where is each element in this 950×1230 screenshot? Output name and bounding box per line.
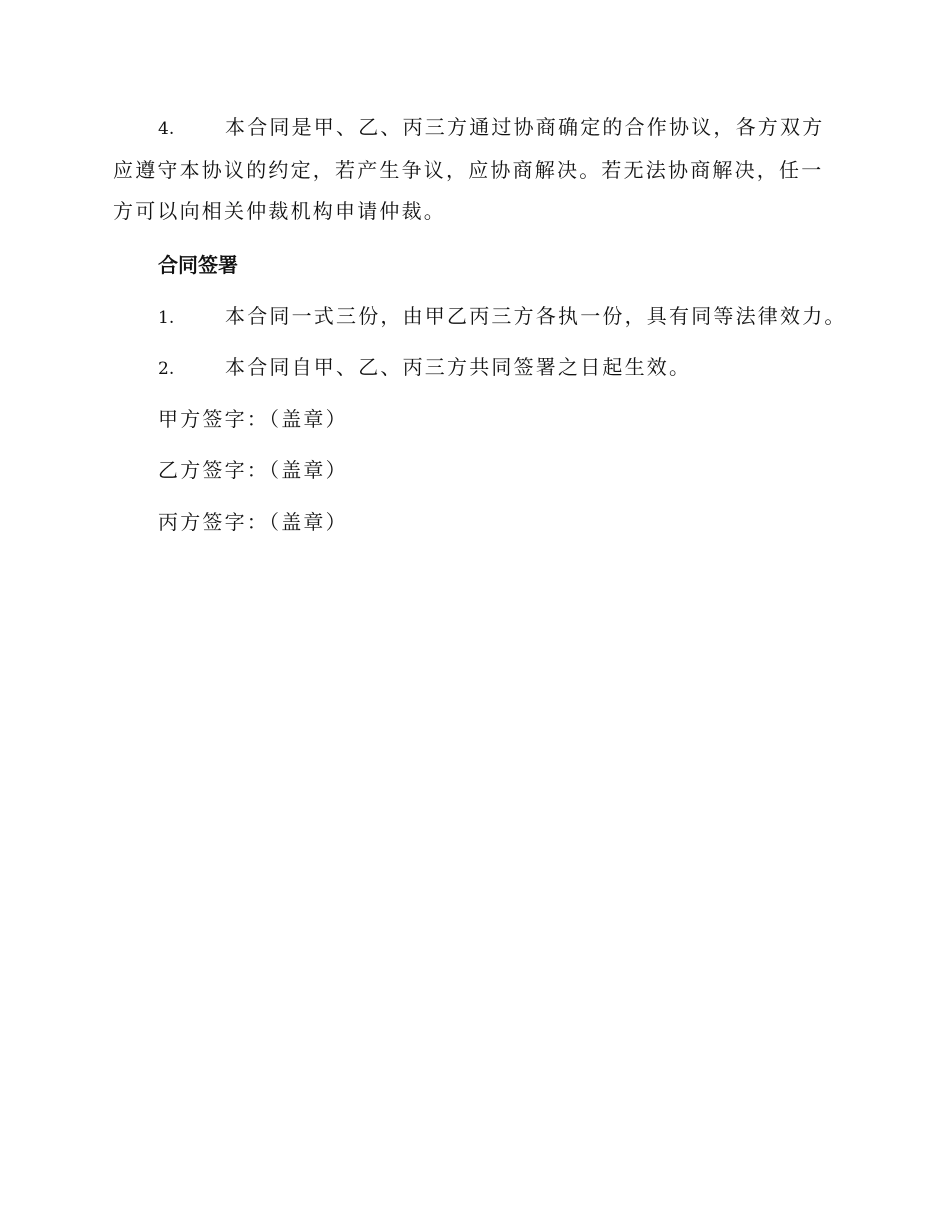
- section-heading-signing: 合同签署: [158, 253, 238, 277]
- signature-line-party-a: 甲方签字：（盖章）: [158, 407, 348, 431]
- signing-item-2: [158, 353, 691, 383]
- signature-line-party-c: 丙方签字：（盖章）: [158, 510, 348, 534]
- signing-item-1: [158, 302, 847, 332]
- clause-4-paragraph: [113, 107, 833, 232]
- signing-item-2-text: 本合同自甲、乙、丙三方共同签署之日起生效。: [225, 355, 692, 379]
- clause-4-text: 本合同是甲、乙、丙三方通过协商确定的合作协议，各方双方应遵守本协议的约定，若产生争议，应协商解决。若无法协商解决，任一方可以向相关仲裁机构申请仲裁。: [113, 115, 825, 223]
- signing-item-1-text: 本合同一式三份，由甲乙丙三方各执一份，具有同等法律效力。: [225, 304, 847, 328]
- signing-item-1-number: 1.: [158, 308, 175, 328]
- clause-4-number: 4.: [158, 119, 175, 139]
- signing-item-2-number: 2.: [158, 359, 175, 379]
- signature-line-party-b: 乙方签字：（盖章）: [158, 458, 348, 482]
